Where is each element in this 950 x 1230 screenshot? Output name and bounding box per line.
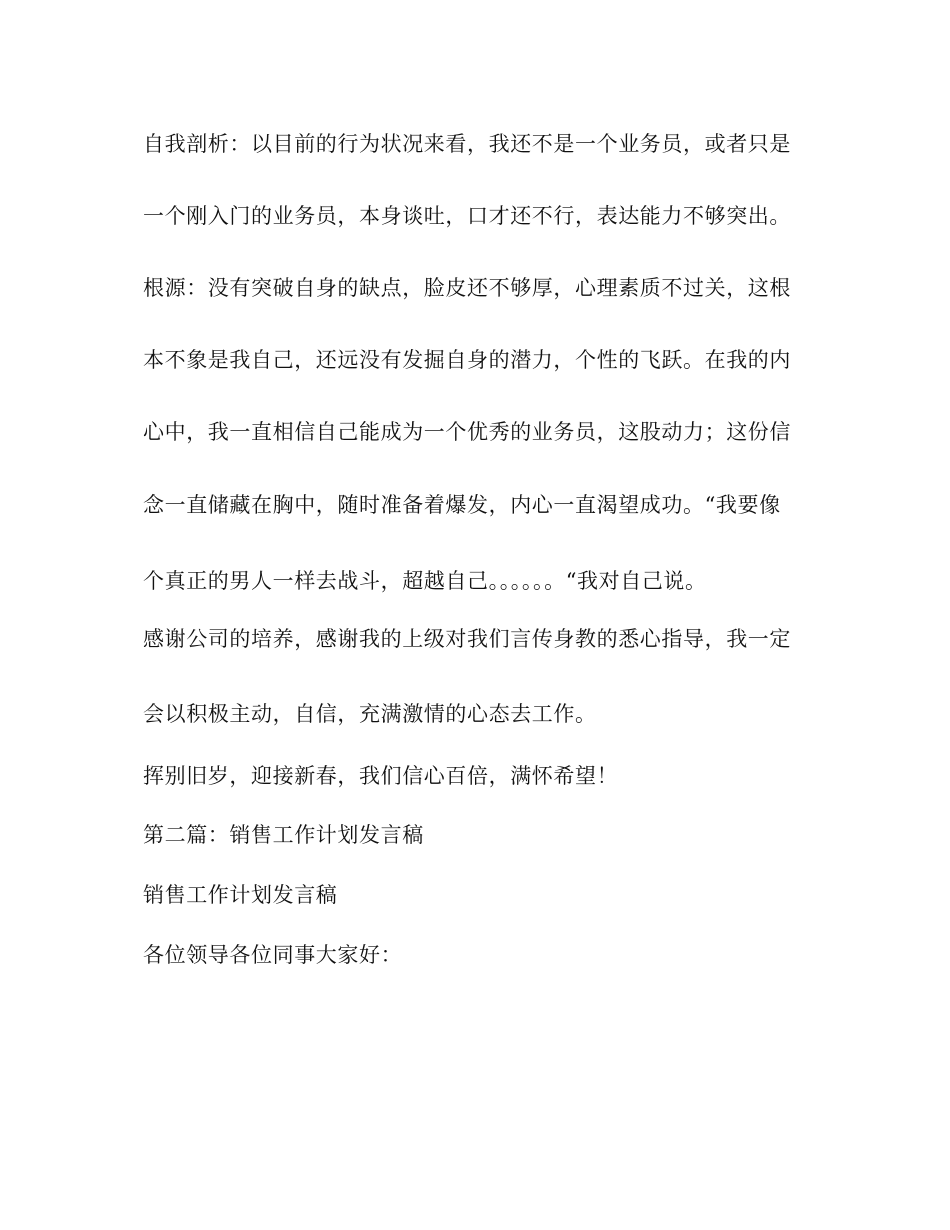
text-line: 心中，我一直相信自己能成为一个优秀的业务员，这股动力；这份信 <box>143 420 791 444</box>
text-line: 个真正的男人一样去战斗，超越自己。。。。。。“我对自己说。 <box>143 569 707 593</box>
text-line: 感谢公司的培养，感谢我的上级对我们言传身教的悉心指导，我一定 <box>143 627 791 651</box>
text-line: 念一直储藏在胸中，随时准备着爆发，内心一直渴望成功。“我要像 <box>143 493 781 517</box>
text-line: 本不象是我自己，还远没有发掘自身的潜力，个性的飞跃。在我的内 <box>143 348 791 372</box>
text-line: 自我剖析：以目前的行为状况来看，我还不是一个业务员，或者只是 <box>143 132 791 156</box>
section-heading: 第二篇：销售工作计划发言稿 <box>143 823 424 847</box>
text-line: 一个刚入门的业务员，本身谈吐，口才还不行，表达能力不够突出。 <box>143 204 791 228</box>
salutation-line: 各位领导各位同事大家好： <box>143 943 403 967</box>
text-line: 会以积极主动，自信，充满激情的心态去工作。 <box>143 702 597 726</box>
section-title: 销售工作计划发言稿 <box>143 883 338 907</box>
text-line: 挥别旧岁，迎接新春，我们信心百倍，满怀希望！ <box>143 764 619 788</box>
text-line: 根源：没有突破自身的缺点，脸皮还不够厚，心理素质不过关，这根 <box>143 276 791 300</box>
